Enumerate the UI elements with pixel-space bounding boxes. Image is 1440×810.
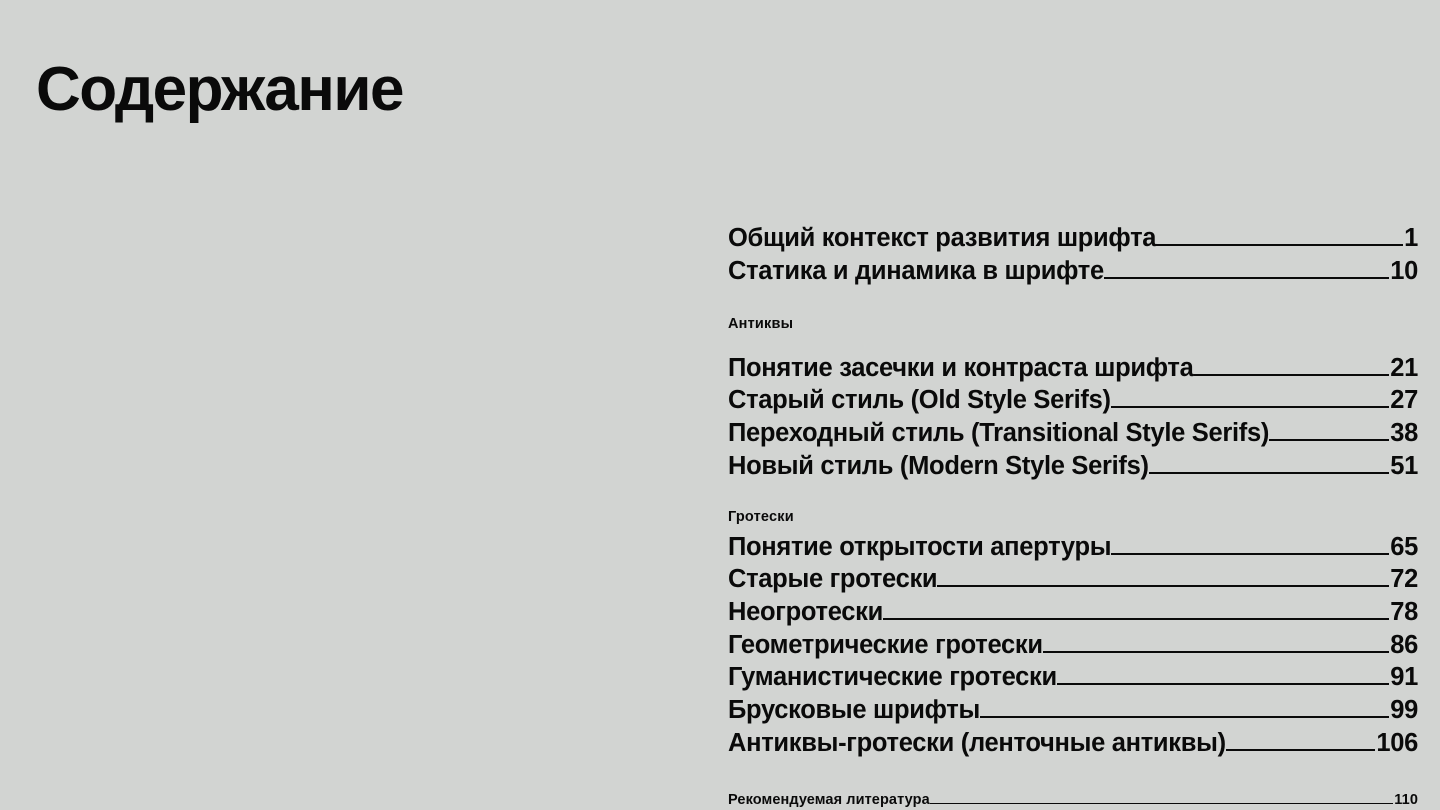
toc-entry-label: Статика и динамика в шрифте xyxy=(728,256,1104,285)
toc-page-number: 91 xyxy=(1390,663,1418,692)
toc-entry-label: Переходный стиль (Transitional Style Serifs) xyxy=(728,419,1270,447)
toc-entry[interactable] xyxy=(728,384,1418,417)
toc-entry[interactable] xyxy=(728,791,1418,810)
toc-entry[interactable] xyxy=(728,531,1418,564)
toc-entry[interactable] xyxy=(728,222,1418,255)
toc-entry-label: Брусковые шрифты xyxy=(728,695,980,724)
toc-page-number: 38 xyxy=(1390,419,1418,447)
toc-leader xyxy=(1149,472,1390,474)
toc-page-number: 27 xyxy=(1390,386,1418,415)
toc-page-number: 86 xyxy=(1390,630,1418,659)
toc-entry-label: Понятие засечки и контраста шрифта xyxy=(728,353,1194,382)
toc-entry[interactable] xyxy=(728,596,1418,629)
toc-leader xyxy=(883,618,1389,620)
toc-group-groteski xyxy=(728,510,1418,759)
toc-entry-label: Гуманистические гротески xyxy=(728,663,1057,692)
toc-leader xyxy=(980,716,1389,718)
toc-page-number: 72 xyxy=(1390,565,1418,594)
toc-entry-label: Старые гротески xyxy=(728,565,938,594)
toc-page-number: 106 xyxy=(1376,728,1418,757)
toc-entry[interactable] xyxy=(728,255,1418,288)
toc-group-label: Антиквы xyxy=(728,316,794,333)
toc-entry-label: Неогротески xyxy=(728,598,883,626)
toc-page-number: 78 xyxy=(1390,598,1418,626)
toc-group-antikvy xyxy=(728,317,1418,482)
toc-entry[interactable] xyxy=(728,563,1418,596)
toc-leader xyxy=(1111,406,1390,408)
toc-leader xyxy=(1104,277,1389,279)
toc-page-number: 21 xyxy=(1390,353,1418,382)
toc-leader xyxy=(1226,749,1376,751)
toc-leader xyxy=(1156,244,1403,246)
toc-entry[interactable] xyxy=(728,661,1418,694)
toc-page-number: 65 xyxy=(1390,532,1418,561)
table-of-contents xyxy=(728,222,1418,810)
toc-page-number: 51 xyxy=(1390,451,1418,480)
toc-page-number: 99 xyxy=(1390,695,1418,724)
toc-entry[interactable] xyxy=(728,694,1418,727)
toc-page-number: 10 xyxy=(1390,256,1418,285)
toc-entry-label: Понятие открытости апертуры xyxy=(728,532,1112,561)
toc-entry-label: Рекомендуемая литература xyxy=(728,792,930,809)
toc-group-literature xyxy=(728,791,1418,810)
toc-page-number: 1 xyxy=(1404,224,1418,252)
toc-entry-label: Новый стиль (Modern Style Serifs) xyxy=(728,451,1149,480)
toc-leader xyxy=(1043,651,1389,653)
toc-entry[interactable] xyxy=(728,727,1418,760)
page-title: Содержание xyxy=(36,54,403,124)
toc-leader xyxy=(1269,439,1389,441)
toc-entry-label: Старый стиль (Old Style Serifs) xyxy=(728,386,1111,415)
toc-group-intro xyxy=(728,222,1418,287)
toc-leader xyxy=(937,585,1389,587)
toc-entry-label: Антиквы-гротески (ленточные антиквы) xyxy=(728,728,1226,757)
toc-leader xyxy=(1057,683,1389,685)
toc-entry-label: Геометрические гротески xyxy=(728,630,1043,659)
toc-leader xyxy=(1111,553,1389,555)
toc-leader xyxy=(1194,374,1390,376)
toc-leader xyxy=(930,803,1394,804)
toc-entry[interactable] xyxy=(728,352,1418,385)
toc-entry[interactable] xyxy=(728,629,1418,662)
toc-group-label: Гротески xyxy=(728,509,794,526)
toc-page-number: 110 xyxy=(1394,792,1418,809)
toc-entry[interactable] xyxy=(728,417,1418,450)
toc-entry-label: Общий контекст развития шрифта xyxy=(728,224,1157,252)
toc-entry[interactable] xyxy=(728,450,1418,483)
